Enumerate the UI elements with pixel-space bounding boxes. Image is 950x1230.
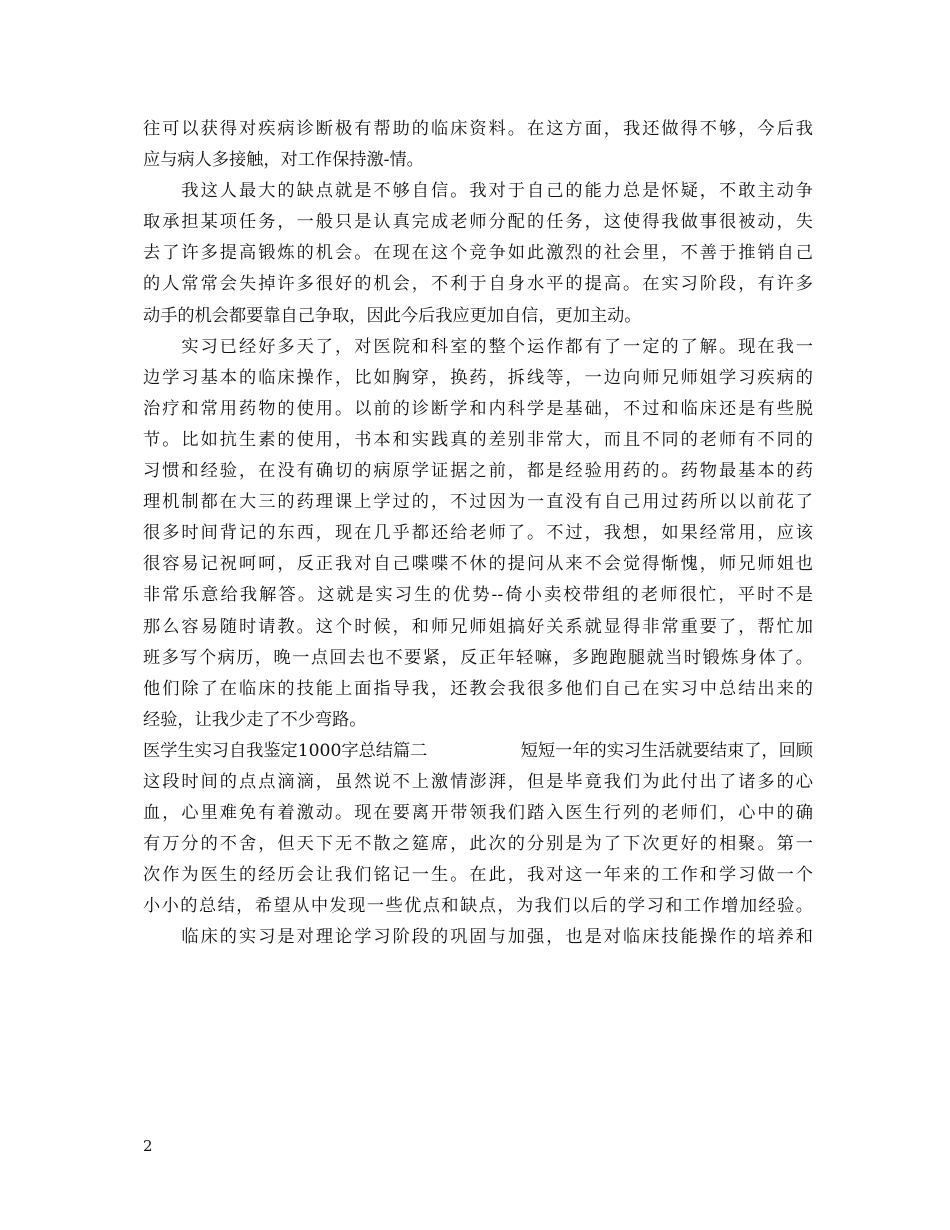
paragraph-start: 短短一年的实习生活就要结束了，回顾	[520, 740, 813, 761]
text-line: 那么容易随时请教。这个时候，和师兄师姐搞好关系就显得非常重要了，帮忙加	[143, 616, 813, 637]
section-title: 医学生实习自我鉴定1000字总结篇二	[143, 740, 428, 761]
text-line: 的人常常会失掉许多很好的机会，不利于自身水平的提高。在实习阶段，有许多	[143, 274, 813, 295]
text-line: 往可以获得对疾病诊断极有帮助的临床资料。在这方面，我还做得不够，今后我	[143, 119, 813, 139]
section-heading-line	[143, 736, 813, 767]
text-line: 理机制都在大三的药理课上学过的，不过因为一直没有自己用过药所以以前花了	[143, 492, 813, 513]
text-line: 经验，让我少走了不少弯路。	[143, 709, 367, 730]
text-line: 习惯和经验，在没有确切的病原学证据之前，都是经验用药的。药物最基本的药	[143, 461, 813, 482]
text-line: 他们除了在临床的技能上面指导我，还教会我很多他们自己在实习中总结出来的	[143, 678, 813, 699]
text-line: 班多写个病历，晚一点回去也不要紧，反正年轻嘛，多跑跑腿就当时锻炼身体了。	[143, 647, 813, 668]
text-line: 有万分的不舍，但天下无不散之筵席，此次的分别是为了下次更好的相聚。第一	[143, 834, 813, 855]
text-line: 取承担某项任务，一般只是认真完成老师分配的任务，这使得我做事很被动，失	[143, 212, 813, 233]
body-text	[143, 114, 813, 954]
text-line: 非常乐意给我解答。这就是实习生的优势--倚小卖校带组的老师很忙，平时不是	[143, 585, 813, 606]
text-line: 血，心里难免有着激动。现在要离开带领我们踏入医生行列的老师们，心中的确	[143, 803, 813, 824]
text-line: 应与病人多接触，对工作保持激-情。	[143, 150, 424, 171]
text-line: 我这人最大的缺点就是不够自信。我对于自己的能力总是怀疑，不敢主动争	[143, 181, 813, 202]
text-line: 动手的机会都要靠自己争取，因此今后我应更加自信，更加主动。	[143, 305, 642, 326]
text-line: 次作为医生的经历会让我们铭记一生。在此，我对这一年来的工作和学习做一个	[143, 865, 813, 886]
text-line: 这段时间的点点滴滴，虽然说不上激情澎湃，但是毕竟我们为此付出了诸多的心	[143, 771, 813, 792]
page-number: 2	[143, 1137, 153, 1155]
text-line: 治疗和常用药物的使用。以前的诊断学和内科学是基础，不过和临床还是有些脱	[143, 398, 813, 419]
text-line: 临床的实习是对理论学习阶段的巩固与加强，也是对临床技能操作的培养和	[143, 927, 813, 948]
text-line: 去了许多提高锻炼的机会。在现在这个竞争如此激烈的社会里，不善于推销自己	[143, 243, 813, 264]
text-line: 节。比如抗生素的使用，书本和实践真的差别非常大，而且不同的老师有不同的	[143, 429, 813, 450]
text-line: 很容易记祝呵呵，反正我对自己喋喋不休的提问从来不会觉得惭愧，师兄师姐也	[143, 554, 813, 575]
text-line: 很多时间背记的东西，现在几乎都还给老师了。不过，我想，如果经常用，应该	[143, 523, 813, 544]
text-line: 实习已经好多天了，对医院和科室的整个运作都有了一定的了解。现在我一	[143, 336, 813, 357]
text-line: 边学习基本的临床操作，比如胸穿，换药，拆线等，一边向师兄师姐学习疾病的	[143, 367, 813, 388]
text-line: 小小的总结，希望从中发现一些优点和缺点，为我们以后的学习和工作增加经验。	[143, 896, 813, 917]
